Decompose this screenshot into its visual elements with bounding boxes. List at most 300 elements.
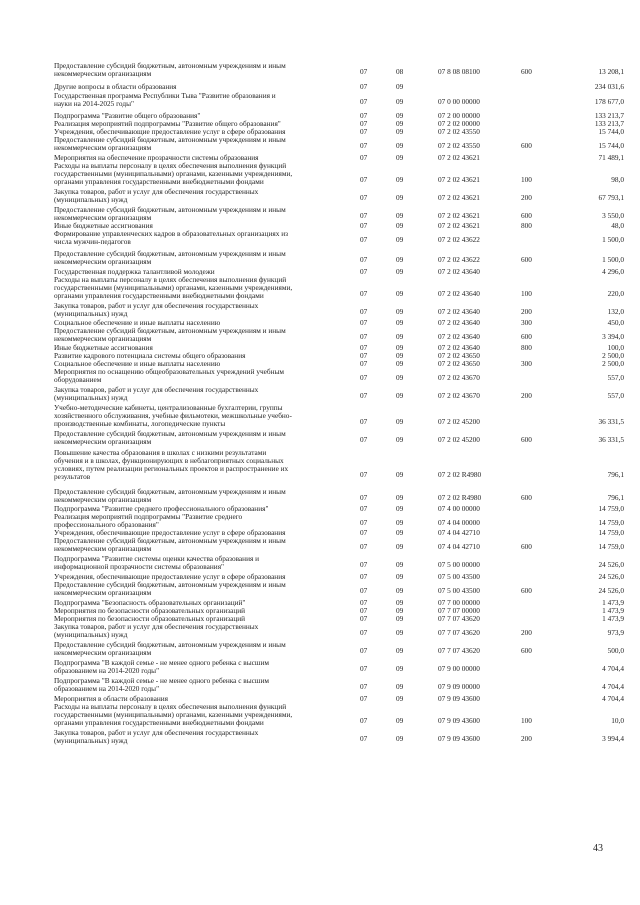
amount: 15 744,0	[598, 141, 624, 150]
row-description	[54, 404, 340, 428]
expense-type-code: 600	[521, 542, 532, 551]
subsection-code: 09	[396, 518, 404, 527]
description-line: информационной прозрачности системы образования"	[54, 562, 225, 571]
section-code: 07	[360, 493, 368, 502]
amount: 3 994,4	[602, 734, 624, 743]
expense-type-code: 600	[521, 67, 532, 76]
target-article-code: 07 2 02 45200	[438, 417, 480, 426]
target-article-code: 07 2 02 43640	[438, 289, 480, 298]
subsection-code: 09	[396, 343, 404, 352]
subsection-code: 09	[396, 560, 404, 569]
description-line: (муниципальных) нужд	[54, 630, 128, 639]
description-line: Закупка товаров, работ и услуг для обеспечения государственных	[54, 622, 259, 631]
section-code: 07	[360, 504, 368, 513]
section-code: 07	[360, 119, 368, 128]
subsection-code: 09	[396, 572, 404, 581]
subsection-code: 09	[396, 682, 404, 691]
target-article-code: 07 9 09 43600	[438, 694, 480, 703]
description-line: некоммерческим организациям	[54, 257, 152, 266]
description-line: Мероприятия в области образования	[54, 694, 168, 703]
description-line: Предоставление субсидий бюджетным, автономным учреждениям и иным	[54, 580, 286, 589]
description-line: Предоставление субсидий бюджетным, автономным учреждениям и иным	[54, 536, 286, 545]
expense-type-code: 100	[521, 289, 532, 298]
row-description	[54, 641, 340, 657]
subsection-code: 09	[396, 332, 404, 341]
expense-type-code: 600	[521, 646, 532, 655]
subsection-code: 09	[396, 82, 404, 91]
row-description	[54, 276, 340, 300]
description-line: Государственная программа Республики Тыва "Развитие образования и	[54, 91, 276, 100]
subsection-code: 09	[396, 614, 404, 623]
description-line: государственными (муниципальными) органами, казенными учреждениями,	[54, 283, 293, 292]
description-line: некоммерческим организациям	[54, 648, 152, 657]
amount: 133 213,7	[594, 119, 624, 128]
row-description	[54, 188, 340, 204]
target-article-code: 07 4 04 42710	[438, 528, 480, 537]
section-code: 07	[360, 528, 368, 537]
subsection-code: 08	[396, 67, 404, 76]
amount: 36 331,5	[598, 417, 624, 426]
amount: 3 550,0	[602, 211, 624, 220]
expense-type-code: 800	[521, 221, 532, 230]
target-article-code: 07 5 00 43500	[438, 572, 480, 581]
amount: 13 208,1	[598, 67, 624, 76]
row-description	[54, 92, 340, 108]
section-code: 07	[360, 373, 368, 382]
row-description	[54, 368, 340, 384]
description-line: (муниципальных) нужд	[54, 393, 128, 402]
description-line: науки на 2014-2025 годы"	[54, 99, 134, 108]
target-article-code: 07 9 09 43600	[438, 734, 480, 743]
section-code: 07	[360, 734, 368, 743]
section-code: 07	[360, 614, 368, 623]
subsection-code: 09	[396, 470, 404, 479]
subsection-code: 09	[396, 528, 404, 537]
target-article-code: 07 2 02 43640	[438, 307, 480, 316]
description-line: Подпрограмма "Развитие общего образования"	[54, 111, 201, 120]
target-article-code: 07 2 02 43621	[438, 153, 480, 162]
section-code: 07	[360, 153, 368, 162]
description-line: условиях, путем реализации региональных проектов и распространение их	[54, 464, 289, 473]
amount: 14 759,0	[598, 528, 624, 537]
row-description	[54, 162, 340, 186]
expense-type-code: 800	[521, 343, 532, 352]
subsection-code: 09	[396, 307, 404, 316]
target-article-code: 07 7 00 00000	[438, 598, 480, 607]
description-line: некоммерческим организациям	[54, 495, 152, 504]
target-article-code: 07 2 02 43550	[438, 141, 480, 150]
amount: 98,0	[611, 175, 624, 184]
amount: 100,0	[607, 343, 624, 352]
description-line: Мероприятия по безопасности образовательных организаций	[54, 614, 246, 623]
section-code: 07	[360, 351, 368, 360]
subsection-code: 09	[396, 318, 404, 327]
target-article-code: 07 5 00 43500	[438, 586, 480, 595]
description-line: хозяйственного обслуживания, учебные фильмотеки, межшкольные учебно-	[54, 411, 292, 420]
description-line: Предоставление субсидий бюджетным, автономным учреждениям и иным	[54, 205, 286, 214]
row-description	[54, 555, 340, 571]
amount: 1 473,9	[602, 598, 624, 607]
amount: 3 394,0	[602, 332, 624, 341]
description-line: Учреждения, обеспечивающие предоставление услуг в сфере образования	[54, 572, 286, 581]
amount: 14 759,0	[598, 542, 624, 551]
row-description	[54, 206, 340, 222]
expense-type-code: 600	[521, 255, 532, 264]
description-line: Другие вопросы в области образования	[54, 82, 177, 91]
row-description	[54, 250, 340, 266]
description-line: Подпрограмма "В каждой семье - не менее одного ребенка с высшим	[54, 676, 270, 685]
section-code: 07	[360, 175, 368, 184]
target-article-code: 07 2 02 R4980	[438, 470, 482, 479]
row-description	[54, 449, 340, 481]
amount: 178 677,0	[594, 97, 624, 106]
description-line: государственными (муниципальными) органами, казенными учреждениями,	[54, 710, 293, 719]
section-code: 07	[360, 211, 368, 220]
amount: 796,1	[607, 493, 624, 502]
target-article-code: 07 2 02 45200	[438, 435, 480, 444]
expense-type-code: 600	[521, 493, 532, 502]
expense-type-code: 100	[521, 716, 532, 725]
section-code: 07	[360, 572, 368, 581]
target-article-code: 07 2 00 00000	[438, 111, 480, 120]
expense-type-code: 200	[521, 628, 532, 637]
target-article-code: 07 4 04 00000	[438, 518, 480, 527]
expense-type-code: 200	[521, 193, 532, 202]
target-article-code: 07 2 02 00000	[438, 119, 480, 128]
target-article-code: 07 8 08 08100	[438, 67, 480, 76]
section-code: 07	[360, 318, 368, 327]
description-line: (муниципальных) нужд	[54, 309, 128, 318]
target-article-code: 07 2 02 43640	[438, 343, 480, 352]
row-description	[54, 327, 340, 343]
subsection-code: 09	[396, 417, 404, 426]
amount: 1 500,0	[602, 235, 624, 244]
expense-type-code: 600	[521, 141, 532, 150]
subsection-code: 09	[396, 153, 404, 162]
description-line: Учреждения, обеспечивающие предоставление услуг в сфере образования	[54, 528, 286, 537]
row-description	[54, 488, 340, 504]
amount: 2 500,0	[602, 351, 624, 360]
section-code: 07	[360, 606, 368, 615]
description-line: Подпрограмма "Безопасность образовательных организаций"	[54, 598, 246, 607]
amount: 24 526,0	[598, 572, 624, 581]
row-description	[54, 581, 340, 597]
description-line: Закупка товаров, работ и услуг для обеспечения государственных	[54, 385, 259, 394]
target-article-code: 07 7 07 43620	[438, 614, 480, 623]
description-line: некоммерческим организациям	[54, 213, 152, 222]
description-line: Иные бюджетные ассигнования	[54, 221, 153, 230]
description-line: Предоставление субсидий бюджетным, автономным учреждениям и иным	[54, 61, 286, 70]
expense-type-code: 600	[521, 586, 532, 595]
subsection-code: 09	[396, 221, 404, 230]
amount: 4 704,4	[602, 682, 624, 691]
amount: 36 331,5	[598, 435, 624, 444]
expense-type-code: 600	[521, 211, 532, 220]
target-article-code: 07 2 02 43550	[438, 127, 480, 136]
amount: 220,0	[607, 289, 624, 298]
section-code: 07	[360, 111, 368, 120]
target-article-code: 07 2 02 43670	[438, 373, 480, 382]
description-line: Предоставление субсидий бюджетным, автономным учреждениям и иным	[54, 326, 286, 335]
description-line: Социальное обеспечение и иные выплаты населению	[54, 318, 221, 327]
description-line: Предоставление субсидий бюджетным, автономным учреждениям и иным	[54, 487, 286, 496]
section-code: 07	[360, 97, 368, 106]
section-code: 07	[360, 682, 368, 691]
amount: 10,0	[611, 716, 624, 725]
description-line: Развитие кадрового потенциала системы общего образования	[54, 351, 246, 360]
expense-type-code: 100	[521, 175, 532, 184]
target-article-code: 07 2 02 43640	[438, 318, 480, 327]
section-code: 07	[360, 332, 368, 341]
target-article-code: 07 2 02 43621	[438, 175, 480, 184]
description-line: Закупка товаров, работ и услуг для обеспечения государственных	[54, 187, 259, 196]
target-article-code: 07 2 02 43640	[438, 332, 480, 341]
row-description	[54, 386, 340, 402]
subsection-code: 09	[396, 255, 404, 264]
amount: 132,0	[607, 307, 624, 316]
description-line: производственные комбинаты, логопедические пункты	[54, 419, 226, 428]
description-line: Мероприятия по безопасности образовательных организаций	[54, 606, 246, 615]
expense-type-code: 300	[521, 359, 532, 368]
section-code: 07	[360, 542, 368, 551]
subsection-code: 09	[396, 351, 404, 360]
amount: 71 489,1	[598, 153, 624, 162]
subsection-code: 09	[396, 175, 404, 184]
row-description	[54, 729, 340, 745]
section-code: 07	[360, 193, 368, 202]
subsection-code: 09	[396, 119, 404, 128]
target-article-code: 07 7 07 43620	[438, 646, 480, 655]
amount: 557,0	[607, 373, 624, 382]
description-line: государственными (муниципальными) органами, казенными учреждениями,	[54, 169, 293, 178]
row-description	[54, 430, 340, 446]
expense-type-code: 600	[521, 435, 532, 444]
row-description	[54, 302, 340, 318]
expense-type-code: 300	[521, 318, 532, 327]
subsection-code: 09	[396, 289, 404, 298]
target-article-code: 07 2 02 43621	[438, 211, 480, 220]
subsection-code: 09	[396, 606, 404, 615]
section-code: 07	[360, 67, 368, 76]
subsection-code: 09	[396, 373, 404, 382]
subsection-code: 09	[396, 141, 404, 150]
subsection-code: 09	[396, 504, 404, 513]
section-code: 07	[360, 391, 368, 400]
section-code: 07	[360, 435, 368, 444]
description-line: органами управления государственными внебюджетными фондами	[54, 177, 264, 186]
description-line: (муниципальных) нужд	[54, 195, 128, 204]
target-article-code: 07 7 07 00000	[438, 606, 480, 615]
description-line: некоммерческим организациям	[54, 69, 152, 78]
amount: 24 526,0	[598, 560, 624, 569]
subsection-code: 09	[396, 435, 404, 444]
description-line: Учреждения, обеспечивающие предоставление услуг в сфере образования	[54, 127, 286, 136]
target-article-code: 07 5 00 00000	[438, 560, 480, 569]
amount: 133 213,7	[594, 111, 624, 120]
target-article-code: 07 2 02 43622	[438, 235, 480, 244]
description-line: Мероприятия по оснащению общеобразовательных учреждений учебным	[54, 367, 285, 376]
subsection-code: 09	[396, 211, 404, 220]
target-article-code: 07 2 02 43622	[438, 255, 480, 264]
target-article-code: 07 7 07 43620	[438, 628, 480, 637]
subsection-code: 09	[396, 493, 404, 502]
row-description	[54, 513, 340, 529]
description-line: органами управления государственными внебюджетными фондами	[54, 718, 264, 727]
target-article-code: 07 0 00 00000	[438, 97, 480, 106]
description-line: Социальное обеспечение и иные выплаты населению	[54, 359, 221, 368]
description-line: образованием на 2014-2020 годы"	[54, 684, 160, 693]
subsection-code: 09	[396, 391, 404, 400]
amount: 14 759,0	[598, 518, 624, 527]
section-code: 07	[360, 359, 368, 368]
expense-type-code: 600	[521, 332, 532, 341]
description-line: Подпрограмма "Развитие системы оценки качества образования и	[54, 554, 260, 563]
description-line: числа мужчин-педагогов	[54, 237, 131, 246]
description-line: образованием на 2014-2020 годы"	[54, 666, 160, 675]
section-code: 07	[360, 646, 368, 655]
target-article-code: 07 9 00 00000	[438, 664, 480, 673]
description-line: некоммерческим организациям	[54, 334, 152, 343]
description-line: некоммерческим организациям	[54, 544, 152, 553]
subsection-code: 09	[396, 359, 404, 368]
description-line: Предоставление субсидий бюджетным, автономным учреждениям и иным	[54, 249, 286, 258]
row-description	[54, 537, 340, 553]
section-code: 07	[360, 694, 368, 703]
section-code: 07	[360, 716, 368, 725]
subsection-code: 09	[396, 193, 404, 202]
section-code: 07	[360, 518, 368, 527]
description-line: (муниципальных) нужд	[54, 736, 128, 745]
target-article-code: 07 2 02 R4980	[438, 493, 482, 502]
section-code: 07	[360, 586, 368, 595]
section-code: 07	[360, 628, 368, 637]
target-article-code: 07 2 02 43650	[438, 351, 480, 360]
description-line: Формирование управленческих кадров в образовательных организациях из	[54, 229, 288, 238]
amount: 4 704,4	[602, 694, 624, 703]
amount: 15 744,0	[598, 127, 624, 136]
amount: 4 704,4	[602, 664, 624, 673]
section-code: 07	[360, 664, 368, 673]
section-code: 07	[360, 141, 368, 150]
description-line: Предоставление субсидий бюджетным, автономным учреждениям и иным	[54, 429, 286, 438]
description-line: некоммерческим организациям	[54, 143, 152, 152]
expense-type-code: 200	[521, 307, 532, 316]
description-line: некоммерческим организациям	[54, 437, 152, 446]
target-article-code: 07 2 02 43640	[438, 267, 480, 276]
description-line: Мероприятия на обеспечение прозрачности системы образования	[54, 153, 259, 162]
subsection-code: 09	[396, 646, 404, 655]
subsection-code: 09	[396, 734, 404, 743]
subsection-code: 09	[396, 628, 404, 637]
description-line: Закупка товаров, работ и услуг для обеспечения государственных	[54, 728, 259, 737]
amount: 2 500,0	[602, 359, 624, 368]
section-code: 07	[360, 560, 368, 569]
expense-type-code: 200	[521, 734, 532, 743]
description-line: Расходы на выплаты персоналу в целях обеспечения выполнения функций	[54, 275, 287, 284]
row-description	[54, 62, 340, 78]
description-line: Иные бюджетные ассигнования	[54, 343, 153, 352]
subsection-code: 09	[396, 111, 404, 120]
description-line: органами управления государственными внебюджетными фондами	[54, 291, 264, 300]
description-line: некоммерческим организациям	[54, 588, 152, 597]
subsection-code: 09	[396, 716, 404, 725]
description-line: результатов	[54, 472, 91, 481]
amount: 48,0	[611, 221, 624, 230]
row-description	[54, 230, 340, 246]
section-code: 07	[360, 82, 368, 91]
subsection-code: 09	[396, 598, 404, 607]
section-code: 07	[360, 267, 368, 276]
description-line: Подпрограмма "Развитие среднего профессионального образования"	[54, 504, 269, 513]
subsection-code: 09	[396, 664, 404, 673]
row-description	[54, 677, 340, 693]
description-line: обучения и в школах, функционирующих в неблагоприятных социальных	[54, 456, 284, 465]
subsection-code: 09	[396, 127, 404, 136]
description-line: Реализация мероприятий подпрограммы "Развитие общего образования"	[54, 119, 281, 128]
amount: 1 473,9	[602, 606, 624, 615]
description-line: Повышение качества образования в школах с низкими результатами	[54, 448, 267, 457]
section-code: 07	[360, 127, 368, 136]
description-line: Реализация мероприятий подпрограммы "Развитие среднего	[54, 512, 243, 521]
description-line: Расходы на выплаты персоналу в целях обеспечения выполнения функций	[54, 702, 287, 711]
section-code: 07	[360, 598, 368, 607]
amount: 14 759,0	[598, 504, 624, 513]
target-article-code: 07 9 09 00000	[438, 682, 480, 691]
subsection-code: 09	[396, 267, 404, 276]
description-line: Расходы на выплаты персоналу в целях обеспечения выполнения функций	[54, 161, 287, 170]
section-code: 07	[360, 307, 368, 316]
subsection-code: 09	[396, 97, 404, 106]
target-article-code: 07 4 00 00000	[438, 504, 480, 513]
section-code: 07	[360, 221, 368, 230]
row-description	[54, 136, 340, 152]
subsection-code: 09	[396, 586, 404, 595]
target-article-code: 07 4 04 42710	[438, 542, 480, 551]
amount: 67 793,1	[598, 193, 624, 202]
target-article-code: 07 2 02 43650	[438, 359, 480, 368]
page-number: 43	[593, 843, 603, 854]
description-line: Предоставление субсидий бюджетным, автономным учреждениям и иным	[54, 135, 286, 144]
description-line: оборудованием	[54, 375, 102, 384]
row-description	[54, 703, 340, 727]
subsection-code: 09	[396, 542, 404, 551]
target-article-code: 07 9 09 43600	[438, 716, 480, 725]
description-line: Государственная поддержка талантливой молодежи	[54, 267, 215, 276]
section-code: 07	[360, 289, 368, 298]
section-code: 07	[360, 470, 368, 479]
description-line: Подпрограмма "В каждой семье - не менее одного ребенка с высшим	[54, 658, 270, 667]
amount: 1 500,0	[602, 255, 624, 264]
description-line: Закупка товаров, работ и услуг для обеспечения государственных	[54, 301, 259, 310]
amount: 450,0	[607, 318, 624, 327]
amount: 557,0	[607, 391, 624, 400]
subsection-code: 09	[396, 694, 404, 703]
target-article-code: 07 2 02 43621	[438, 193, 480, 202]
section-code: 07	[360, 417, 368, 426]
row-description	[54, 83, 340, 91]
subsection-code: 09	[396, 235, 404, 244]
description-line: Учебно-методические кабинеты, централизованные бухгалтерии, группы	[54, 403, 283, 412]
amount: 973,9	[607, 628, 624, 637]
amount: 500,0	[607, 646, 624, 655]
description-line: профессионального образования"	[54, 520, 159, 529]
section-code: 07	[360, 343, 368, 352]
expense-type-code: 200	[521, 391, 532, 400]
amount: 1 473,9	[602, 614, 624, 623]
description-line: Предоставление субсидий бюджетным, автономным учреждениям и иным	[54, 640, 286, 649]
row-description	[54, 659, 340, 675]
amount: 234 031,6	[594, 82, 624, 91]
